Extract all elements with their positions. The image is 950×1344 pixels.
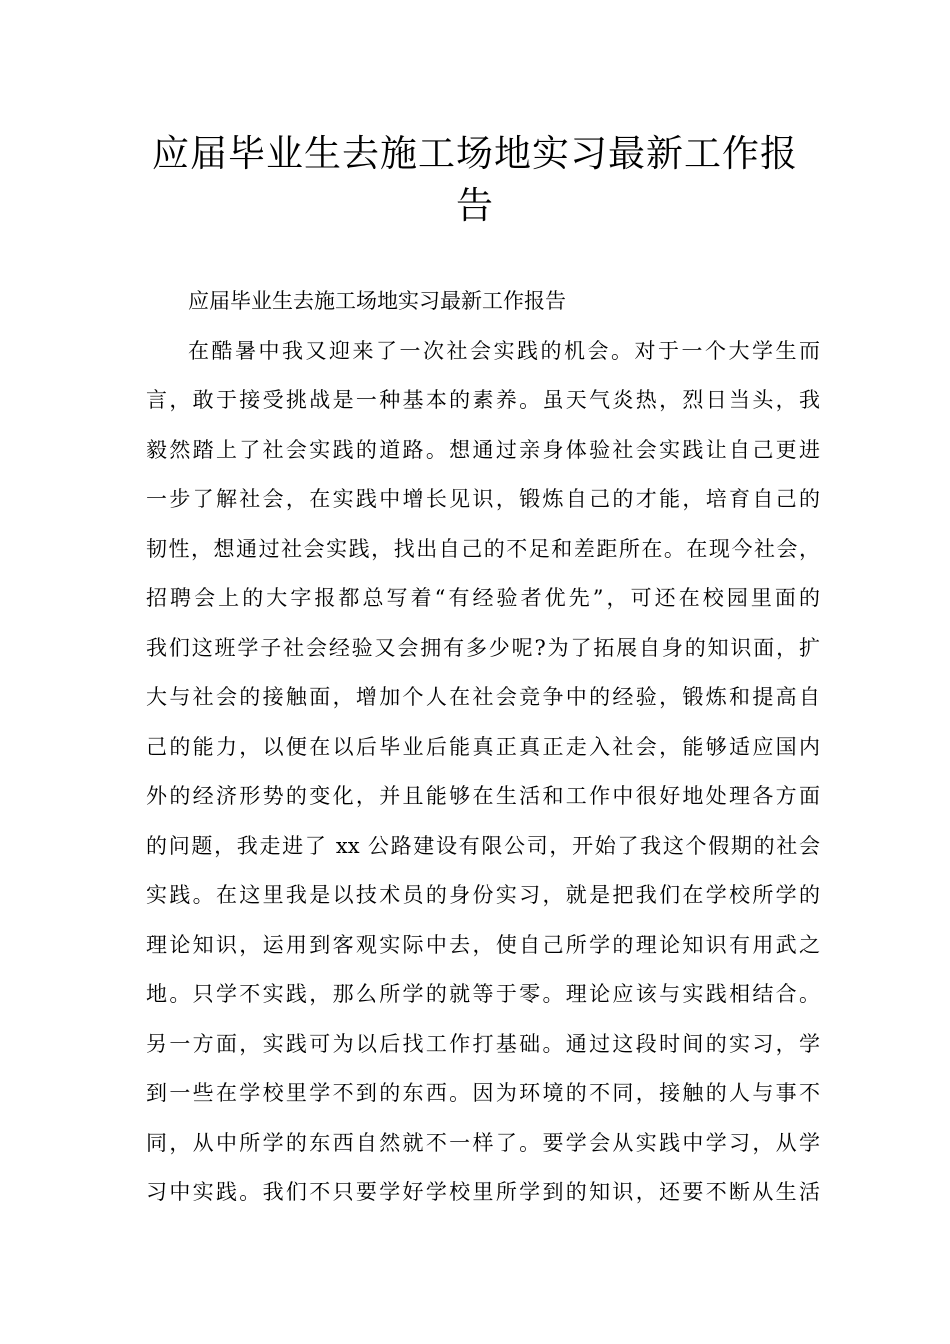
paragraph-line: 到一些在学校里学不到的东西。因为环境的不同，接触的人与事不 <box>146 1081 820 1105</box>
paragraph-line: 理论知识，运用到客观实际中去，使自己所学的理论知识有用武之 <box>146 932 820 957</box>
paragraph-line: 地。只学不实践，那么所学的就等于零。理论应该与实践相结合。 <box>146 982 820 1006</box>
paragraph-line: 另一方面，实践可为以后找工作打基础。通过这段时间的实习，学 <box>146 1031 820 1056</box>
body-subtitle: 应届毕业生去施工场地实习最新工作报告 <box>188 289 566 313</box>
paragraph-line: 同，从中所学的东西自然就不一样了。要学会从实践中学习，从学 <box>146 1130 820 1155</box>
document-title <box>100 128 850 232</box>
paragraph-line: 言，敢于接受挑战是一种基本的素养。虽天气炎热，烈日当头，我 <box>146 388 820 412</box>
paragraph-line: 在酷暑中我又迎来了一次社会实践的机会。对于一个大学生而 <box>188 338 820 363</box>
title-line-2: 告 <box>456 184 494 227</box>
paragraph-line: 毅然踏上了社会实践的道路。想通过亲身体验社会实践让自己更进 <box>146 437 820 462</box>
paragraph-line: 招聘会上的大字报都总写着“有经验者优先”，可还在校园里面的 <box>146 586 820 610</box>
paragraph-line: 习中实践。我们不只要学好学校里所学到的知识，还要不断从生活 <box>146 1180 820 1204</box>
document-body <box>146 277 820 1218</box>
paragraph-line: 韧性，想通过社会实践，找出自己的不足和差距所在。在现今社会， <box>146 536 820 561</box>
paragraph-line: 大与社会的接触面，增加个人在社会竞争中的经验，锻炼和提高自 <box>146 685 820 709</box>
paragraph-line: 外的经济形势的变化，并且能够在生活和工作中很好地处理各方面 <box>146 784 820 808</box>
paragraph-line: 一步了解社会，在实践中增长见识，锻炼自己的才能，培育自己的 <box>146 487 820 511</box>
title-line-1: 应届毕业生去施工场地实习最新工作报 <box>152 132 798 175</box>
paragraph-line: 的问题，我走进了 xx 公路建设有限公司，开始了我这个假期的社会 <box>146 833 820 858</box>
paragraph-line: 己的能力，以便在以后毕业后能真正真正走入社会，能够适应国内 <box>146 734 820 759</box>
paragraph-line: 我们这班学子社会经验又会拥有多少呢?为了拓展自身的知识面，扩 <box>146 635 820 660</box>
paragraph-line: 实践。在这里我是以技术员的身份实习，就是把我们在学校所学的 <box>146 883 820 907</box>
